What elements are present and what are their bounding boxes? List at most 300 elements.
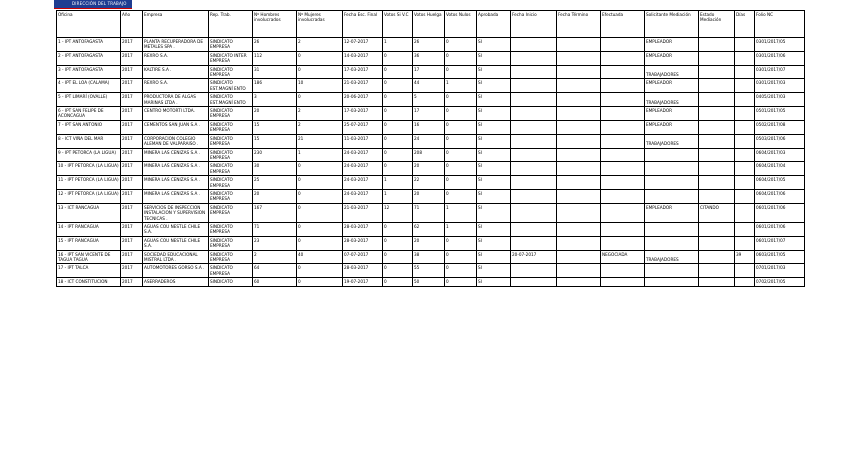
table-cell: 55	[413, 264, 445, 278]
table-row	[57, 236, 805, 250]
table-cell	[699, 222, 735, 236]
table-cell: 2017	[121, 93, 143, 107]
column-header: Solicitante Mediación	[645, 11, 699, 38]
table-cell: 2017	[121, 79, 143, 93]
table-cell: SI	[477, 93, 511, 107]
column-header: Efectuada	[601, 11, 645, 38]
table-cell: 2017	[121, 189, 143, 203]
table-cell	[699, 107, 735, 121]
table-cell: 0	[445, 93, 477, 107]
table-cell: 44	[413, 79, 445, 93]
table-cell: SI	[477, 134, 511, 148]
table-cell	[601, 203, 645, 222]
table-cell: 0701/2017/03	[755, 264, 805, 278]
table-cell	[511, 107, 557, 121]
table-row	[57, 65, 805, 79]
table-cell: SI	[477, 189, 511, 203]
table-cell: SINDICATO INTER EMPRESA	[209, 51, 253, 65]
table-cell: 20	[413, 236, 445, 250]
table-cell	[557, 176, 601, 190]
table-cell: CEMENTOS SAN JUAN S.A .	[143, 120, 209, 134]
table-cell: 0604/2017/03	[755, 148, 805, 162]
column-header: Empresa	[143, 11, 209, 38]
table-cell	[645, 189, 699, 203]
table-cell	[699, 120, 735, 134]
table-cell: 0	[383, 120, 413, 134]
column-header: Estado Mediación	[699, 11, 735, 38]
table-cell: 71	[253, 222, 297, 236]
table-cell: 0501/2017/05	[755, 107, 805, 121]
table-cell: MINERA LAS CENIZAS S.A .	[143, 162, 209, 176]
table-cell: 0	[297, 93, 343, 107]
table-cell: 0	[445, 38, 477, 52]
table-cell: 21-03-2017	[343, 203, 383, 222]
table-cell: 0503/2017/06	[755, 134, 805, 148]
table-cell	[699, 236, 735, 250]
table-cell: EMPLEADOR	[645, 107, 699, 121]
table-cell: 0405/2017/03	[755, 93, 805, 107]
table-cell: 16 - IPT SAN VICENTE DE TAGUA TAGUA	[57, 250, 121, 264]
table-cell: SI	[477, 120, 511, 134]
table-cell: 0	[383, 51, 413, 65]
table-cell: 0	[297, 264, 343, 278]
table-cell: SINDICATO EMPRESA	[209, 107, 253, 121]
table-cell: 0	[445, 250, 477, 264]
table-cell: 17-03-2017	[343, 65, 383, 79]
table-cell: SI	[477, 65, 511, 79]
table-cell: 1	[445, 222, 477, 236]
table-cell	[699, 79, 735, 93]
table-cell: 17 - IPT TALCA	[57, 264, 121, 278]
table-cell: 16	[413, 120, 445, 134]
table-cell	[557, 236, 601, 250]
table-cell: CENTRO MOTORTI LTDA.	[143, 107, 209, 121]
table-row	[57, 162, 805, 176]
table-cell	[511, 93, 557, 107]
table-cell: 1	[383, 189, 413, 203]
table-row	[57, 278, 805, 286]
table-cell: 0301/2017/03	[755, 79, 805, 93]
table-row	[57, 38, 805, 52]
table-cell	[557, 107, 601, 121]
table-row	[57, 264, 805, 278]
table-cell	[511, 189, 557, 203]
table-cell: 0	[445, 236, 477, 250]
table-row	[57, 79, 805, 93]
table-cell: NEGOCIADA	[601, 250, 645, 264]
table-cell	[511, 134, 557, 148]
table-cell: 10 - IPT PETORCA (LA LIGUA)	[57, 162, 121, 176]
table-cell: ASERRADEROS	[143, 278, 209, 286]
table-cell: SI	[477, 176, 511, 190]
table-cell: 22	[413, 176, 445, 190]
table-cell: 208	[413, 148, 445, 162]
table-cell: 0601/2017/06	[755, 203, 805, 222]
table-cell	[511, 264, 557, 278]
table-cell: SI	[477, 107, 511, 121]
table-cell: SINDICATO	[209, 278, 253, 286]
table-cell: SINDICATO EMPRESA	[209, 264, 253, 278]
table-cell: 24-03-2017	[343, 189, 383, 203]
table-cell	[557, 162, 601, 176]
table-cell	[601, 264, 645, 278]
table-cell	[699, 250, 735, 264]
table-cell: 0	[383, 65, 413, 79]
table-cell: 0	[445, 107, 477, 121]
table-cell: 0603/2017/05	[755, 250, 805, 264]
table-cell: 2	[253, 250, 297, 264]
table-cell: 36	[413, 51, 445, 65]
table-cell: 28-03-2017	[343, 264, 383, 278]
table-cell: 50	[413, 278, 445, 286]
table-cell	[511, 65, 557, 79]
table-cell: 15	[253, 120, 297, 134]
table-cell	[511, 278, 557, 286]
table-cell	[557, 134, 601, 148]
table-cell: SI	[477, 278, 511, 286]
table-row	[57, 148, 805, 162]
table-cell	[735, 38, 755, 52]
table-cell: 8 - ICT VIÑA DEL MAR	[57, 134, 121, 148]
table-cell: 0	[297, 162, 343, 176]
table-cell	[511, 162, 557, 176]
column-header: Votos Nulos	[445, 11, 477, 38]
table-cell: EMPLEADOR	[645, 203, 699, 222]
table-cell: 71	[413, 203, 445, 222]
table-cell: 0	[445, 148, 477, 162]
table-cell	[511, 38, 557, 52]
table-cell: 23	[253, 236, 297, 250]
table-cell	[645, 278, 699, 286]
table-cell: 17-03-2017	[343, 107, 383, 121]
table-cell: TRABAJADORES	[645, 250, 699, 264]
table-cell: SINDICATO EMPRESA	[209, 250, 253, 264]
column-header: Aprobada	[477, 11, 511, 38]
table-cell	[735, 189, 755, 203]
table-cell: AGUAS COU NESTLE CHILE S.A.	[143, 222, 209, 236]
table-cell: 20	[413, 189, 445, 203]
table-cell: 25-07-2017	[343, 120, 383, 134]
table-cell: TRABAJADORES	[645, 65, 699, 79]
table-cell	[601, 148, 645, 162]
table-cell: MINERA LAS CENIZAS S.A .	[143, 189, 209, 203]
column-header: Nº Hombres involucrados	[253, 11, 297, 38]
table-cell: 2017	[121, 120, 143, 134]
table-cell: 0	[445, 134, 477, 148]
table-cell: SINDICATO EMPRESA	[209, 222, 253, 236]
table-cell: PLANTA RECUPERADORA DE METALES SPA .	[143, 38, 209, 52]
table-cell: 0	[383, 250, 413, 264]
table-cell: 10	[297, 79, 343, 93]
table-cell	[511, 236, 557, 250]
table-cell	[557, 51, 601, 65]
table-cell: 6 - IPT SAN FELIPE DE ACONCAGUA	[57, 107, 121, 121]
table-cell	[735, 107, 755, 121]
table-cell	[511, 79, 557, 93]
table-cell	[511, 51, 557, 65]
table-cell: 38	[413, 250, 445, 264]
table-cell: 0601/2017/06	[755, 222, 805, 236]
table-cell	[557, 120, 601, 134]
table-cell: KALTIRE S.A .	[143, 65, 209, 79]
table-cell: 21	[297, 134, 343, 148]
table-cell: 17	[413, 65, 445, 79]
table-cell: EMPLEADOR	[645, 79, 699, 93]
table-cell: CORPORACION COLEGIO ALEMAN DE VALPARAISO .	[143, 134, 209, 148]
table-cell	[511, 222, 557, 236]
table-cell	[601, 189, 645, 203]
table-cell: 60	[253, 278, 297, 286]
table-cell: 14 - IPT RANCAGUA	[57, 222, 121, 236]
table-cell: 2017	[121, 107, 143, 121]
table-cell: REXRO S.A.	[143, 79, 209, 93]
table-cell: 11-03-2017	[343, 134, 383, 148]
table-cell: 1	[445, 203, 477, 222]
table-cell	[735, 93, 755, 107]
table-cell: 0	[445, 162, 477, 176]
table-cell: 31	[253, 65, 297, 79]
table-cell	[557, 38, 601, 52]
table-cell: 21-03-2017	[343, 79, 383, 93]
table-cell: REXRO S.A.	[143, 51, 209, 65]
table-cell	[557, 222, 601, 236]
column-header: Nº Mujeres involucradas	[297, 11, 343, 38]
table-cell	[557, 264, 601, 278]
table-cell: SINDICATO EMPRESA	[209, 203, 253, 222]
table-cell	[699, 38, 735, 52]
table-cell	[601, 65, 645, 79]
table-cell: 39	[735, 250, 755, 264]
table-cell: 2017	[121, 134, 143, 148]
table-cell	[511, 176, 557, 190]
table-cell: 5 - IPT LIMARÍ (OVALLE)	[57, 93, 121, 107]
table-cell: TRABAJADORES	[645, 93, 699, 107]
table-cell	[735, 120, 755, 134]
table-cell: 0	[445, 278, 477, 286]
table-cell: SI	[477, 162, 511, 176]
table-cell: SINDICATO EMPRESA	[209, 236, 253, 250]
table-cell	[645, 162, 699, 176]
table-cell: SINDICATO EMPRESA	[209, 162, 253, 176]
table-cell: 3 - IPT ANTOFAGASTA	[57, 65, 121, 79]
table-cell: 2017	[121, 162, 143, 176]
table-cell: 0	[383, 278, 413, 286]
table-row	[57, 134, 805, 148]
table-cell	[511, 120, 557, 134]
table-cell	[699, 176, 735, 190]
table-cell	[601, 107, 645, 121]
table-cell: 0604/2017/06	[755, 189, 805, 203]
table-cell	[735, 236, 755, 250]
table-cell	[601, 236, 645, 250]
table-row	[57, 51, 805, 65]
table-cell: 0	[383, 79, 413, 93]
table-cell: 17	[413, 107, 445, 121]
table-cell: 24	[413, 134, 445, 148]
table-cell: 167	[253, 203, 297, 222]
table-cell	[735, 264, 755, 278]
table-cell: SI	[477, 203, 511, 222]
table-cell: SOCIEDAD EDUCACIONAL MISTRAL LTDA .	[143, 250, 209, 264]
table-cell: 14-03-2017	[343, 51, 383, 65]
table-cell: 12 - IPT PETORCA (LA LIGUA)	[57, 189, 121, 203]
table-cell	[699, 65, 735, 79]
table-cell: 2017	[121, 38, 143, 52]
table-row	[57, 203, 805, 222]
table-cell: 2017	[121, 51, 143, 65]
table-cell	[735, 278, 755, 286]
column-header: Rep. Trab.	[209, 11, 253, 38]
table-cell: 15	[253, 134, 297, 148]
table-cell	[699, 189, 735, 203]
table-cell: 0	[297, 51, 343, 65]
table-cell: 0702/2017/05	[755, 278, 805, 286]
table-cell: 2017	[121, 250, 143, 264]
table-cell: 62	[413, 222, 445, 236]
table-cell	[735, 134, 755, 148]
table-cell: AGUAS COU NESTLE CHILE S.A.	[143, 236, 209, 250]
table-cell: 2017	[121, 203, 143, 222]
table-cell: EMPLEADOR	[645, 120, 699, 134]
table-cell: 1	[297, 148, 343, 162]
table-cell	[557, 203, 601, 222]
table-cell: 0604/2017/04	[755, 162, 805, 176]
table-row	[57, 189, 805, 203]
table-cell: SI	[477, 250, 511, 264]
table-cell: 0502/2017/08	[755, 120, 805, 134]
table-cell	[601, 222, 645, 236]
table-cell: 0	[297, 189, 343, 203]
table-cell: CITANDO	[699, 203, 735, 222]
table-cell: 7 - IPT SAN ANTONIO	[57, 120, 121, 134]
table-cell: PRODUCTORA DE ALGAS MARINAS LTDA .	[143, 93, 209, 107]
table-cell: 2017	[121, 148, 143, 162]
table-cell: 2017	[121, 278, 143, 286]
table-cell: 0	[445, 65, 477, 79]
table-cell: 24-03-2017	[343, 176, 383, 190]
column-header: Fecha Inicio	[511, 11, 557, 38]
table-cell: 0301/2017/05	[755, 38, 805, 52]
table-cell: 26	[253, 38, 297, 52]
table-cell: 0	[383, 162, 413, 176]
table-cell: 18 - ICT CONSTITUCION	[57, 278, 121, 286]
column-header: Año	[121, 11, 143, 38]
table-cell	[735, 162, 755, 176]
table-cell: 07-07-2017	[343, 250, 383, 264]
table-cell	[601, 79, 645, 93]
column-header: Días	[735, 11, 755, 38]
table-cell: 11 - IPT PETORCA (LA LIGUA)	[57, 176, 121, 190]
column-header: Votos Huelga	[413, 11, 445, 38]
table-cell: 5	[413, 93, 445, 107]
table-cell	[699, 264, 735, 278]
table-cell: 1 - IPT ANTOFAGASTA	[57, 38, 121, 52]
table-cell: SINDICATO EMPRESA	[209, 189, 253, 203]
table-cell: SINDICATO EST.MAGNÍ ENTO	[209, 79, 253, 93]
table-cell: 0	[445, 51, 477, 65]
table-cell: SI	[477, 222, 511, 236]
table-cell	[601, 51, 645, 65]
table-cell: 20-06-2017	[343, 93, 383, 107]
column-header: Votos Si V.C	[383, 11, 413, 38]
table-cell	[645, 222, 699, 236]
table-cell	[557, 93, 601, 107]
table-cell: SINDICATO EMPRESA	[209, 148, 253, 162]
table-cell	[511, 203, 557, 222]
table-cell: 24-03-2017	[343, 162, 383, 176]
table-row	[57, 250, 805, 264]
table-cell	[699, 162, 735, 176]
table-row	[57, 93, 805, 107]
table-cell: 1	[383, 176, 413, 190]
table-row	[57, 222, 805, 236]
table-cell: TRABAJADORES	[645, 134, 699, 148]
table-cell: 112	[253, 51, 297, 65]
table-cell: 12-07-2017	[343, 38, 383, 52]
table-cell: 0	[297, 278, 343, 286]
table-cell: SI	[477, 51, 511, 65]
table-cell: 40	[297, 250, 343, 264]
table-cell: EMPLEADOR	[645, 51, 699, 65]
table-cell: 0301/2017/06	[755, 51, 805, 65]
table-cell: MINERA LAS CENIZAS S.A .	[143, 176, 209, 190]
table-cell: 0	[445, 264, 477, 278]
table-cell: 0	[297, 222, 343, 236]
table-cell	[601, 278, 645, 286]
table-cell: 24-03-2017	[343, 148, 383, 162]
table-cell: 2017	[121, 176, 143, 190]
table-cell: 2017	[121, 65, 143, 79]
table-cell: 20	[253, 107, 297, 121]
table-cell	[557, 189, 601, 203]
table-cell	[735, 51, 755, 65]
table-cell: 3	[253, 93, 297, 107]
table-cell	[645, 148, 699, 162]
table-cell: 2	[297, 107, 343, 121]
column-header: Folio NC	[755, 11, 805, 38]
table-cell	[645, 176, 699, 190]
table-cell: 0	[297, 203, 343, 222]
table-cell: 12	[383, 203, 413, 222]
table-cell: 2017	[121, 222, 143, 236]
table-cell	[557, 250, 601, 264]
strikes-table	[56, 10, 805, 287]
logo-text: DIRECCIÓN DEL TRABAJO	[72, 1, 127, 6]
table-cell	[735, 176, 755, 190]
table-cell: SI	[477, 264, 511, 278]
table-cell: 0	[383, 148, 413, 162]
table-cell: 0301/2017/07	[755, 65, 805, 79]
table-row	[57, 120, 805, 134]
table-cell: 28-03-2017	[343, 236, 383, 250]
table-cell	[699, 278, 735, 286]
table-cell	[601, 93, 645, 107]
table-cell: SINDICATO EMPRESA	[209, 176, 253, 190]
table-cell	[735, 148, 755, 162]
table-cell: 2017	[121, 264, 143, 278]
table-cell: 19-07-2017	[343, 278, 383, 286]
table-cell	[557, 65, 601, 79]
table-cell	[557, 278, 601, 286]
table-cell: AUTOMOTORES GORSO S.A .	[143, 264, 209, 278]
table-cell	[735, 79, 755, 93]
table-cell	[735, 65, 755, 79]
table-cell: 9 - IPT PETORCA (LA LIGUA)	[57, 148, 121, 162]
column-header: Fecha Esc. Final	[343, 11, 383, 38]
table-cell: 0	[445, 176, 477, 190]
table-cell	[735, 222, 755, 236]
table-cell	[699, 93, 735, 107]
